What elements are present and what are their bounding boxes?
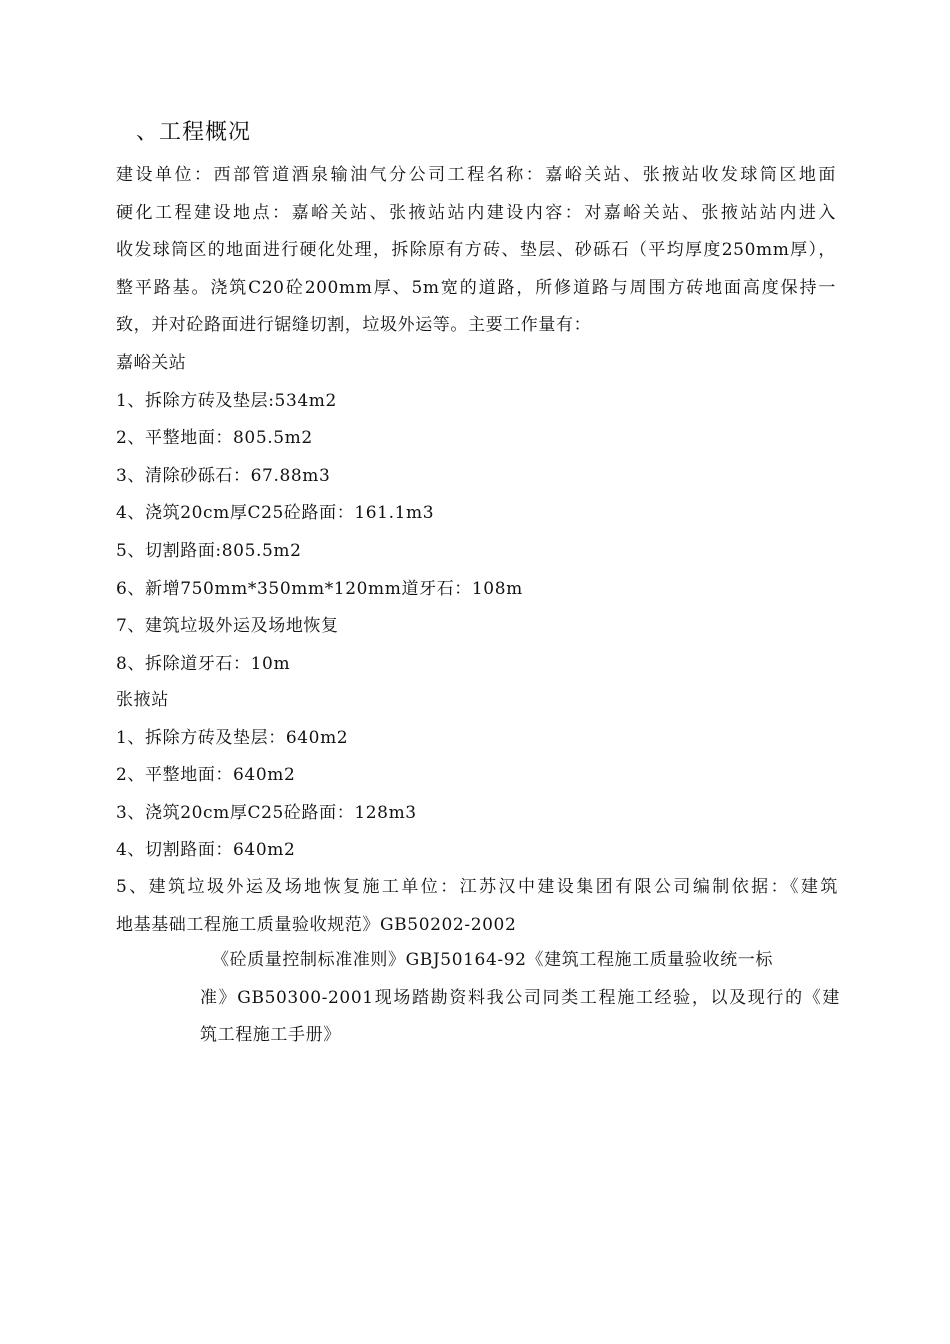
list-item: 8、拆除道牙石：10m [116, 653, 291, 674]
list-item: 5、切割路面:805.5m2 [116, 540, 302, 561]
basis-line: 地基基础工程施工质量验收规范》GB50202-2002 [116, 914, 517, 935]
intro-paragraph [116, 157, 836, 345]
list-item: 6、新增750mm*350mm*120mm道牙石：108m [116, 578, 523, 599]
reference-paragraph [200, 942, 840, 1055]
basis-line: 5、建筑垃圾外运及场地恢复施工单位：江苏汉中建设集团有限公司编制依据：《建筑 [116, 877, 838, 897]
section-heading: 、工程概况 [136, 120, 252, 145]
zhangye-section [116, 682, 846, 870]
site-title: 张掖站 [116, 690, 169, 710]
list-item: 1、拆除方砖及垫层：640m2 [116, 727, 349, 748]
list-item: 4、切割路面：640m2 [116, 840, 296, 861]
site-title: 嘉峪关站 [116, 353, 187, 373]
list-item: 2、平整地面：805.5m2 [116, 428, 313, 449]
intro-line: 建设单位：西部管道酒泉输油气分公司工程名称：嘉峪关站、张掖站收发球筒区地面 [116, 165, 836, 185]
list-item: 7、建筑垃圾外运及场地恢复 [116, 616, 339, 637]
intro-line: 收发球筒区的地面进行硬化处理，拆除原有方砖、垫层、砂砾石（平均厚度250mm厚）， [116, 240, 836, 261]
list-item: 2、平整地面：640m2 [116, 765, 296, 786]
intro-line: 整平路基。浇筑C20砼200mm厚、5m宽的道路，所修道路与周围方砖地面高度保持一 [116, 277, 836, 298]
list-item: 3、浇筑20cm厚C25砼路面：128m3 [116, 802, 417, 823]
basis-paragraph [116, 869, 838, 944]
list-item: 3、清除砂砾石：67.88m3 [116, 465, 331, 486]
reference-line: 准》GB50300-2001现场踏勘资料我公司同类工程施工经验，以及现行的《建 [200, 987, 840, 1008]
jiayuguan-section [116, 345, 846, 683]
intro-line: 致，并对砼路面进行锯缝切割，垃圾外运等。主要工作量有： [116, 315, 592, 336]
list-item: 1、拆除方砖及垫层:534m2 [116, 390, 337, 411]
list-item: 4、浇筑20cm厚C25砼路面：161.1m3 [116, 503, 435, 524]
reference-line: 《砼质量控制标准准则》GBJ50164-92《建筑工程施工质量验收统一标 [212, 950, 773, 970]
intro-line: 硬化工程建设地点：嘉峪关站、张掖站站内建设内容：对嘉峪关站、张掖站站内进入 [116, 202, 836, 223]
reference-line: 筑工程施工手册》 [200, 1025, 341, 1046]
